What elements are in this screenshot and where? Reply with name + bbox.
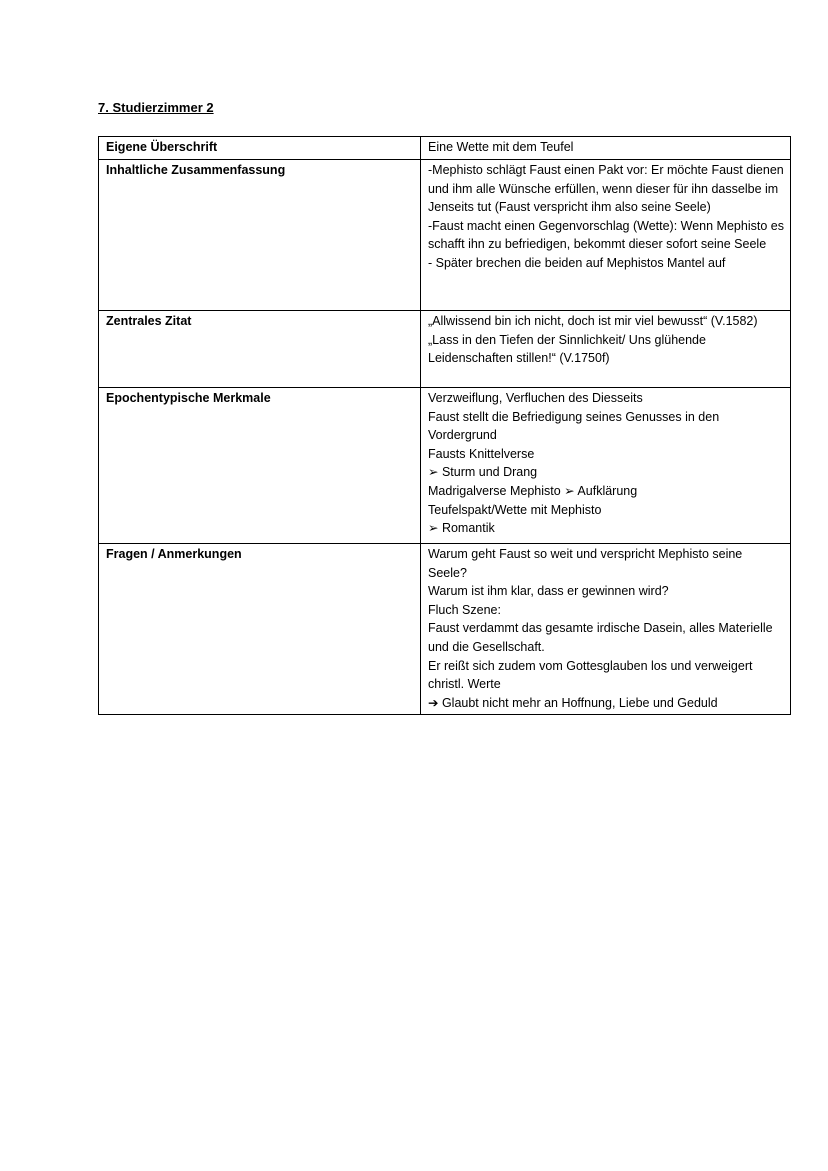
table-row-title bbox=[99, 137, 791, 160]
table-row-quote bbox=[99, 311, 791, 388]
content-line: Warum geht Faust so weit und verspricht Mephisto seine Seele? bbox=[428, 547, 743, 580]
table-row-summary bbox=[99, 160, 791, 311]
content-line: „Allwissend bin ich nicht, doch ist mir viel bewusst“ (V.1582) bbox=[428, 314, 758, 328]
row-content-epoch-features bbox=[421, 388, 791, 544]
row-label-summary: Inhaltliche Zusammenfassung bbox=[99, 160, 421, 311]
content-line: ➢ Sturm und Drang bbox=[428, 465, 538, 480]
worksheet-table bbox=[98, 136, 791, 715]
page-heading: 7. Studierzimmer 2 bbox=[98, 100, 214, 115]
content-line: - Später brechen die beiden auf Mephistos Mantel auf bbox=[428, 255, 726, 270]
content-line: Fluch Szene: bbox=[428, 602, 501, 617]
row-label-questions: Fragen / Anmerkungen bbox=[99, 544, 421, 715]
content-line: Madrigalverse Mephisto ➢ Aufklärung bbox=[428, 483, 638, 498]
content-line: Eine Wette mit dem Teufel bbox=[428, 140, 574, 154]
row-label-quote: Zentrales Zitat bbox=[99, 311, 421, 388]
content-line: Fausts Knittelverse bbox=[428, 446, 535, 461]
content-line: Faust stellt die Befriedigung seines Genusses in den Vordergrund bbox=[428, 409, 720, 443]
row-content-summary bbox=[421, 160, 791, 311]
row-label-title: Eigene Überschrift bbox=[99, 137, 421, 160]
content-line: ➔ Glaubt nicht mehr an Hoffnung, Liebe und Geduld bbox=[428, 695, 718, 710]
table-row-epoch-features bbox=[99, 388, 791, 544]
content-line: Faust verdammt das gesamte irdische Dasein, alles Materielle und die Gesellschaft. bbox=[428, 621, 773, 654]
row-label-epoch-features: Epochentypische Merkmale bbox=[99, 388, 421, 544]
content-line: Verzweiflung, Verfluchen des Diesseits bbox=[428, 391, 643, 405]
table-row-questions bbox=[99, 544, 791, 715]
content-line: -Faust macht einen Gegenvorschlag (Wette): Wenn Mephisto es schafft ihn zu befriedigen, bekommt dieser sofort seine Seele bbox=[428, 218, 784, 252]
row-content-quote bbox=[421, 311, 791, 388]
content-line: Teufelspakt/Wette mit Mephisto bbox=[428, 502, 602, 517]
content-line: Warum ist ihm klar, dass er gewinnen wird? bbox=[428, 584, 669, 599]
content-line: Er reißt sich zudem vom Gottesglauben los und verweigert christl. Werte bbox=[428, 658, 753, 692]
content-line: ➢ Romantik bbox=[428, 521, 495, 536]
content-line: -Mephisto schlägt Faust einen Pakt vor: Er möchte Faust dienen und ihm alle Wünsche erfüllen, wenn dieser für ihn dasselbe im Jenseits tut (Faust verspricht ihm also seine Seele) bbox=[428, 163, 784, 215]
content-line: „Lass in den Tiefen der Sinnlichkeit/ Uns glühende Leidenschaften stillen!“ (V.1750f) bbox=[428, 332, 706, 366]
row-content-questions bbox=[421, 544, 791, 715]
row-content-title bbox=[421, 137, 791, 160]
